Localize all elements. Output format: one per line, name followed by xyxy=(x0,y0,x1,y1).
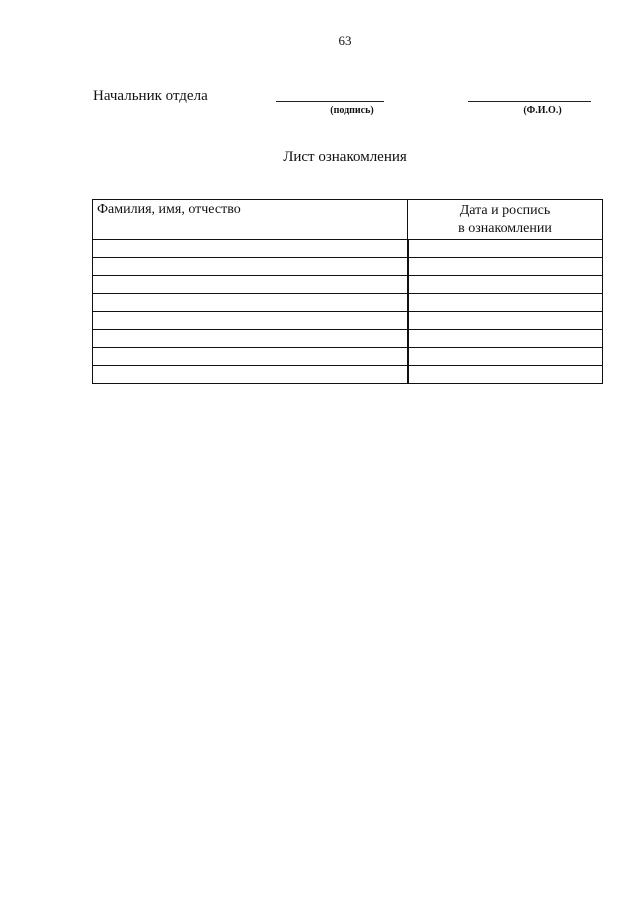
full-name-cell[interactable] xyxy=(93,294,408,312)
date-signature-cell[interactable] xyxy=(408,330,603,348)
date-signature-cell[interactable] xyxy=(408,276,603,294)
column-header-full-name: Фамилия, имя, отчество xyxy=(93,200,408,240)
full-name-cell[interactable] xyxy=(93,258,408,276)
table-header-row xyxy=(93,200,603,240)
column-header-date-line-2: в ознакомлении xyxy=(458,220,552,236)
sheet-title: Лист ознакомления xyxy=(283,149,407,165)
table-row xyxy=(93,294,603,312)
full-name-cell[interactable] xyxy=(93,330,408,348)
table-row xyxy=(93,330,603,348)
signature-caption: (подпись) xyxy=(330,105,374,116)
full-name-line xyxy=(468,101,591,102)
table-row xyxy=(93,276,603,294)
page-number: 63 xyxy=(338,33,352,48)
table-row xyxy=(93,240,603,258)
date-signature-cell[interactable] xyxy=(408,312,603,330)
table-row xyxy=(93,366,603,384)
full-name-cell[interactable] xyxy=(93,276,408,294)
column-header-date-signature xyxy=(408,200,603,240)
table-row xyxy=(93,312,603,330)
full-name-caption: (Ф.И.О.) xyxy=(523,105,562,116)
signature-field[interactable] xyxy=(276,101,384,116)
full-name-cell[interactable] xyxy=(93,348,408,366)
table-row xyxy=(93,258,603,276)
date-signature-cell[interactable] xyxy=(408,294,603,312)
signature-line xyxy=(276,101,384,102)
full-name-cell[interactable] xyxy=(93,240,408,258)
full-name-cell[interactable] xyxy=(93,312,408,330)
position-label: Начальник отдела xyxy=(93,88,208,104)
date-signature-cell[interactable] xyxy=(408,240,603,258)
column-header-date-line-1: Дата и роспись xyxy=(459,203,551,218)
acknowledgement-table xyxy=(92,199,603,384)
full-name-cell[interactable] xyxy=(93,366,408,384)
table-row xyxy=(93,348,603,366)
full-name-field[interactable] xyxy=(468,101,591,116)
date-signature-cell[interactable] xyxy=(408,366,603,384)
date-signature-cell[interactable] xyxy=(408,258,603,276)
date-signature-cell[interactable] xyxy=(408,348,603,366)
